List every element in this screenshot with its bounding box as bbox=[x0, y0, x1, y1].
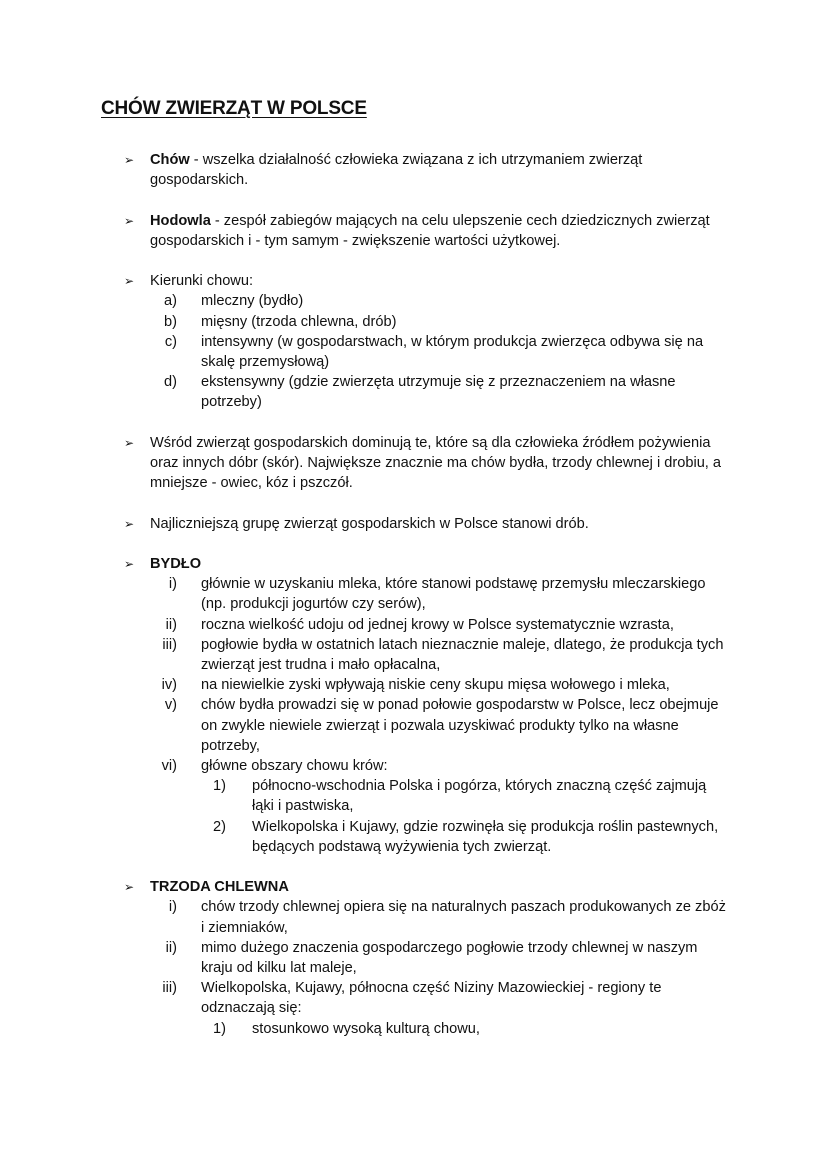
term-chow: Chów bbox=[150, 152, 190, 168]
arrow-bullet-icon: ➢ bbox=[124, 880, 135, 895]
list-item-text: chów trzody chlewnej opiera się na naturalnych paszach produkowanych ze zbóż i ziemniaków, bbox=[201, 899, 726, 936]
bullet-najliczniejsza bbox=[0, 514, 730, 534]
list-item bbox=[150, 574, 730, 614]
list-marker: v) bbox=[164, 697, 177, 714]
list-marker: c) bbox=[164, 333, 177, 350]
list-marker: 1) bbox=[213, 778, 226, 795]
list-item-text: ekstensywny (gdzie zwierzęta utrzymuje się z przeznaczeniem na własne potrzeby) bbox=[201, 374, 676, 411]
list-item-text: na niewielkie zyski wpływają niskie ceny skupu mięsa wołowego i mleka, bbox=[201, 677, 670, 694]
list-item bbox=[150, 635, 730, 675]
list-item bbox=[150, 978, 730, 1018]
list-marker: iv) bbox=[161, 677, 177, 694]
list-marker: 2) bbox=[213, 818, 226, 835]
arrow-bullet-icon: ➢ bbox=[124, 435, 135, 450]
list-item-text: intensywny (w gospodarstwach, w którym produkcja zwierzęca odbywa się na skalę przemysłową) bbox=[201, 333, 704, 370]
bydlo-areas-list bbox=[150, 776, 730, 857]
arrow-bullet-icon: ➢ bbox=[124, 556, 135, 571]
document-body bbox=[0, 150, 828, 1059]
list-marker: ii) bbox=[165, 616, 177, 633]
list-item bbox=[150, 291, 730, 311]
bullet-bydlo bbox=[0, 554, 730, 857]
list-item bbox=[150, 615, 730, 635]
bullet-chow bbox=[0, 150, 730, 190]
list-item-text: główne obszary chowu krów: bbox=[201, 758, 388, 775]
bullet-trzoda bbox=[0, 877, 730, 1039]
list-item-text: mimo dużego znaczenia gospodarczego pogłowie trzody chlewnej w naszym kraju od kilku lat maleje, bbox=[201, 939, 698, 977]
kierunki-heading: Kierunki chowu: bbox=[150, 273, 254, 290]
paragraph-najliczniejsza: Najliczniejszą grupę zwierząt gospodarskich w Polsce stanowi drób. bbox=[150, 515, 589, 532]
list-item-text: północno-wschodnia Polska i pogórza, których znaczną część zajmują łąki i pastwiska, bbox=[252, 778, 707, 815]
list-item-text: stosunkowo wysoką kulturą chowu, bbox=[252, 1020, 480, 1037]
arrow-bullet-icon: ➢ bbox=[124, 213, 135, 228]
list-marker: d) bbox=[164, 374, 177, 391]
list-item bbox=[150, 675, 730, 695]
nested-list-item bbox=[150, 817, 730, 857]
list-item-text: roczna wielkość udoju od jednej krowy w Polsce systematycznie wzrasta, bbox=[201, 616, 674, 633]
list-item-text: pogłowie bydła w ostatnich latach nieznacznie maleje, dlatego, że produkcja tych zwierząt jest trudna i mało opłacalna, bbox=[201, 636, 724, 673]
page-title: CHÓW ZWIERZĄT W POLSCE bbox=[101, 98, 367, 119]
bullet-kierunki bbox=[0, 271, 730, 412]
list-marker: ii) bbox=[165, 939, 177, 956]
nested-list-item bbox=[150, 1019, 730, 1039]
term-hodowla: Hodowla bbox=[150, 212, 211, 229]
list-marker: a) bbox=[164, 293, 177, 310]
list-item-text: głównie w uzyskaniu mleka, które stanowi podstawę przemysłu mleczarskiego (np. produkcji jogurtów czy serów), bbox=[201, 576, 706, 613]
list-item-text: Wielkopolska, Kujawy, północna część Niziny Mazowieckiej - regiony te odznaczają się: bbox=[201, 980, 662, 1017]
list-item bbox=[150, 332, 730, 372]
paragraph-wsrod: Wśród zwierząt gospodarskich dominują te, które są dla człowieka źródłem pożywienia oraz innych dóbr (skór). Największe znacznie ma chów bydła, trzody chlewnej i drobiu, a mniejsze - owiec, kóz i pszczół. bbox=[150, 434, 722, 492]
list-item-text: chów bydła prowadzi się w ponad połowie gospodarstw w Polsce, lecz obejmuje on zwykle niewiele zwierząt i pozwala uzyskiwać produkty tylko na własne potrzeby, bbox=[201, 697, 719, 754]
list-marker: b) bbox=[164, 313, 177, 330]
definition-hodowla: - zespół zabiegów mających na celu ulepszenie cech dziedzicznych zwierząt gospodarskich i - tym samym - zwiększenie wartości użytkowej. bbox=[150, 212, 710, 249]
arrow-bullet-icon: ➢ bbox=[124, 274, 135, 289]
list-marker: iii) bbox=[162, 636, 177, 653]
definition-chow: - wszelka działalność człowieka związana z ich utrzymaniem zwierząt gospodarskich. bbox=[150, 152, 643, 189]
list-marker: i) bbox=[168, 899, 177, 916]
trzoda-list bbox=[150, 897, 730, 1018]
list-marker: vi) bbox=[161, 758, 177, 775]
section-heading-bydlo: BYDŁO bbox=[150, 555, 202, 572]
list-marker: i) bbox=[168, 576, 177, 593]
list-item-text: Wielkopolska i Kujawy, gdzie rozwinęła się produkcja roślin pastewnych, będących podstawą wyżywienia tych zwierząt. bbox=[252, 818, 719, 855]
list-marker: 1) bbox=[213, 1020, 226, 1037]
list-item bbox=[150, 312, 730, 332]
list-item bbox=[150, 938, 730, 978]
list-item bbox=[150, 756, 730, 776]
list-item bbox=[150, 372, 730, 412]
list-item bbox=[150, 695, 730, 756]
list-marker: iii) bbox=[162, 980, 177, 997]
kierunki-list bbox=[150, 291, 730, 412]
list-item bbox=[150, 897, 730, 937]
bullet-wsrod bbox=[0, 433, 730, 494]
list-item-text: mięsny (trzoda chlewna, drób) bbox=[201, 313, 397, 330]
list-item-text: mleczny (bydło) bbox=[201, 293, 304, 310]
arrow-bullet-icon: ➢ bbox=[124, 153, 135, 167]
bullet-hodowla bbox=[0, 211, 730, 251]
section-heading-trzoda: TRZODA CHLEWNA bbox=[150, 879, 289, 896]
bydlo-list bbox=[150, 574, 730, 776]
nested-list-item bbox=[150, 776, 730, 816]
trzoda-features-list bbox=[150, 1019, 730, 1039]
arrow-bullet-icon: ➢ bbox=[124, 516, 135, 531]
